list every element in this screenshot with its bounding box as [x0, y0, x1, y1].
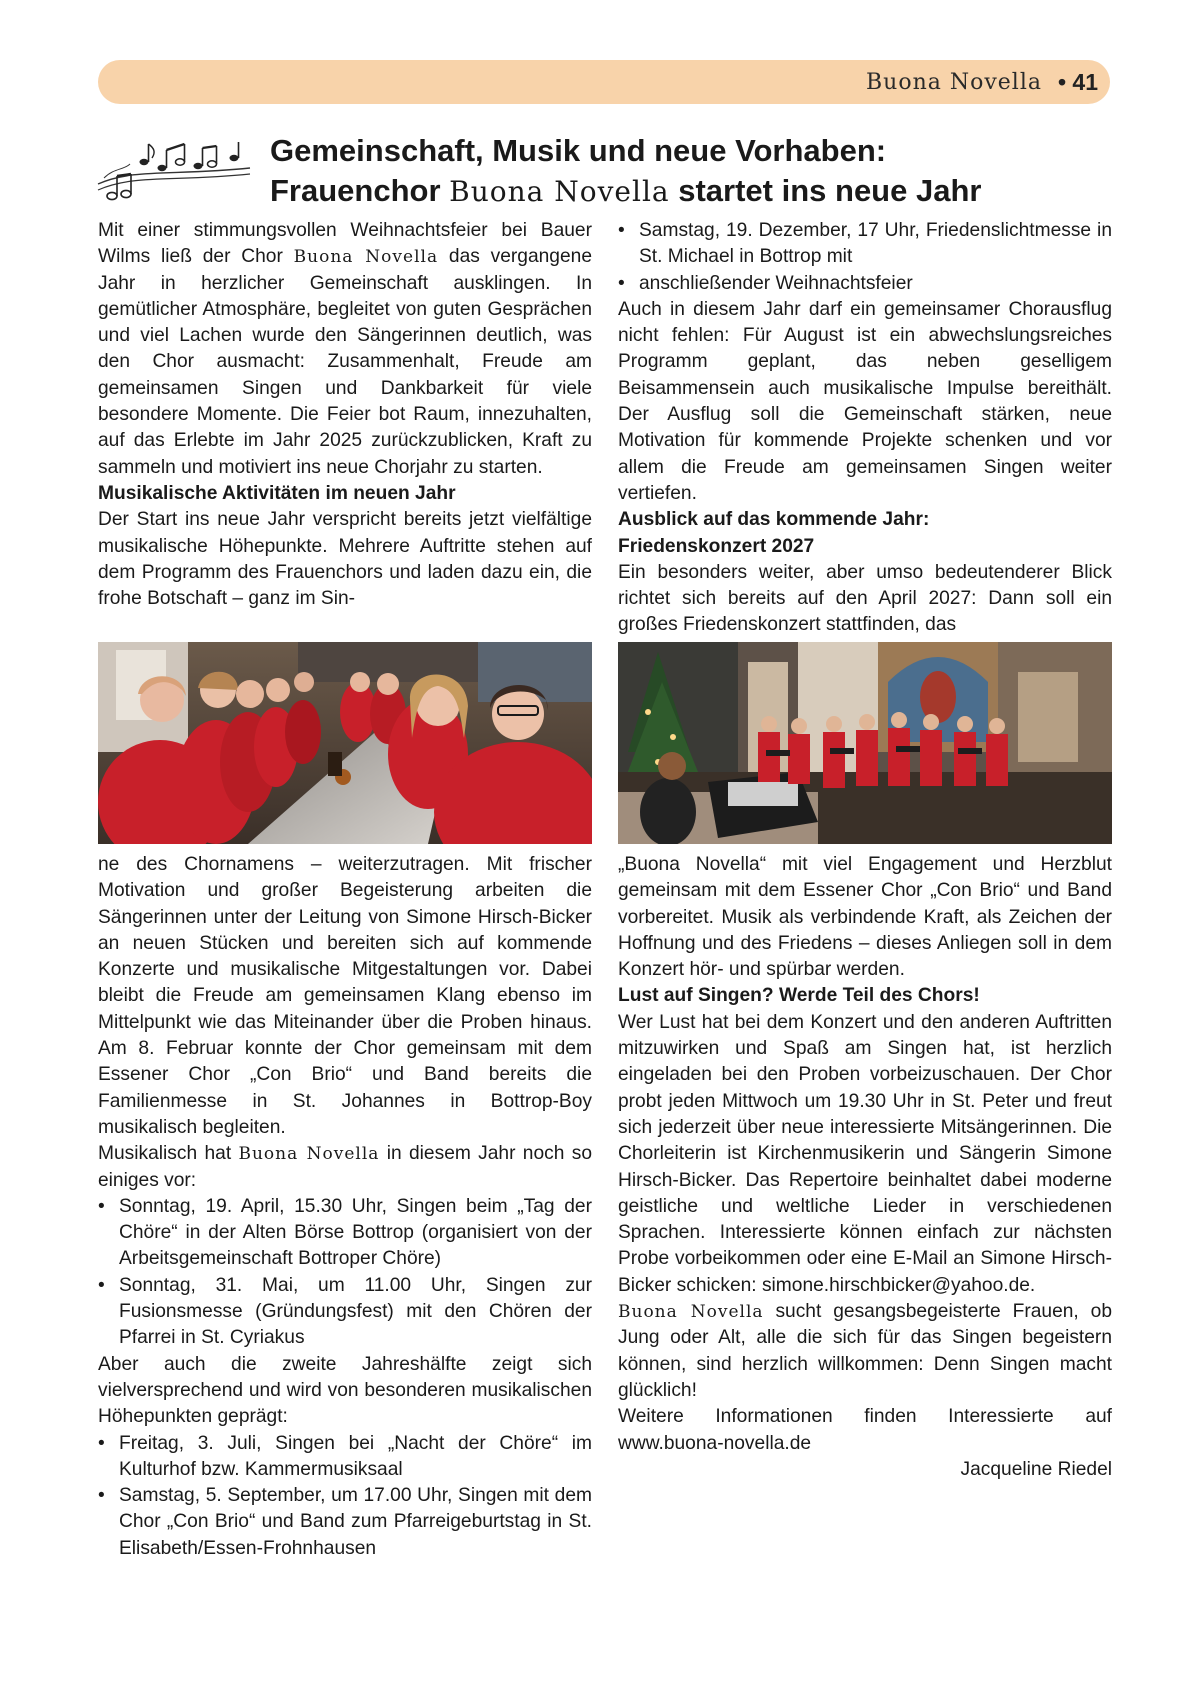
plans-text-a: Musikalisch hat: [98, 1143, 232, 1165]
section-heading-join: Lust auf Singen? Werde Teil des Chors!: [618, 985, 980, 1007]
page-number: [1058, 69, 1098, 96]
first-half-events-list: [98, 1194, 592, 1352]
intro-text-b: das vergangene Jahr in herzlicher Gemeinschaft ausklingen. In gemütlicher Atmosphäre, begleitet von guten Gesprächen und viel Lachen wurde den Sängerinnen deutlich, was den Chor ausmacht: Zusammenhalt, Freude am gemeinsamen Singen und Dankbarkeit für viele besondere Momente. Die Feier bot Raum, innezuhalten, auf das Erlebte im Jahr 2025 zurückzublicken, Kraft zu sammeln und motiviert ins neue Chorjahr zu starten.: [98, 246, 592, 478]
outlook-heading-line-1: Ausblick auf das kommende Jahr:: [618, 509, 930, 531]
intro-text-a: Mit einer stimmungsvollen Weihnachtsfeier bei Bauer Wilms ließ der Chor: [98, 220, 592, 268]
right-column-top: [618, 218, 1112, 639]
intro-paragraph: [98, 218, 592, 481]
title-line-2: [270, 171, 1110, 212]
title-suffix: startet ins neue Jahr: [678, 173, 982, 208]
plans-brand: Buona Novella: [238, 1144, 380, 1165]
info-paragraph: Weitere Informationen finden Interessierte auf www.buona-novella.de: [618, 1406, 1112, 1454]
activities-paragraph: Der Start ins neue Jahr verspricht bereits jetzt vielfältige musikalische Höhepunkte. Mehrere Auftritte stehen auf dem Programm des Frauenchors und laden dazu ein, die frohe Botschaft – ganz im Sin-: [98, 509, 592, 610]
list-item: • Samstag, 19. Dezember, 17 Uhr, Friedenslichtmesse in St. Michael in Bottrop mit: [618, 218, 1112, 271]
plans-paragraph: [98, 1141, 592, 1194]
author-signature: Jacqueline Riedel: [960, 1458, 1112, 1480]
title-line-1: Gemeinschaft, Musik und neue Vorhaben:: [270, 133, 887, 168]
music-notes-icon: [94, 138, 254, 208]
list-item: • Freitag, 3. Juli, Singen bei „Nacht der Chöre“ im Kulturhof bzw. Kammermusiksaal: [98, 1431, 592, 1484]
christmas-dinner-image: [98, 642, 592, 844]
intro-brand: Buona Novella: [293, 247, 439, 268]
list-item: • anschließender Weihnachtsfeier: [618, 271, 1112, 297]
right-column-bottom: [618, 852, 1112, 1483]
list-item: • Samstag, 5. September, um 17.00 Uhr, Singen mit dem Chor „Con Brio“ und Band zum Pfarreigeburtstag in St. Elisabeth/Essen-Frohnhausen: [98, 1483, 592, 1562]
trip-paragraph: Auch in diesem Jahr darf ein gemeinsamer Chorausflug nicht fehlen: Für August ist ein abwechslungsreiches Programm geplant, das neben geselligem Beisammensein auch musikalische Impulse bereithält. Der Ausflug soll die Gemeinschaft stärken, neue Motivation für kommende Projekte schenken und vor allem die Freude am gemeinsamen Singen weiter vertiefen.: [618, 298, 1112, 504]
section-heading-activities: Musikalische Aktivitäten im neuen Jahr: [98, 482, 456, 504]
december-events-list: [618, 218, 1112, 297]
list-item: • Sonntag, 19. April, 15.30 Uhr, Singen beim „Tag der Chöre“ in der Alten Börse Bottrop (organisiert von der Arbeitsgemeinschaft Bottroper Chöre): [98, 1194, 592, 1273]
second-half-paragraph: Aber auch die zweite Jahreshälfte zeigt sich vielversprechend und wird von besonderen musikalischen Höhepunkten geprägt:: [98, 1353, 592, 1428]
left-column-bottom: [98, 852, 592, 1562]
left-column-top: [98, 218, 592, 612]
photo-christmas-dinner: [98, 642, 592, 844]
page-header-bar: [98, 60, 1110, 104]
second-half-events-list: [98, 1431, 592, 1562]
page-number-value: 41: [1072, 69, 1098, 95]
plans-text-b: in diesem Jahr noch so einiges vor:: [98, 1143, 592, 1191]
header-brand: Buona Novella: [866, 70, 1042, 95]
page-number-separator: •: [1057, 69, 1067, 95]
church-concert-image: [618, 642, 1112, 844]
recruit-paragraph: [618, 1299, 1112, 1404]
title-brand: Buona Novella: [449, 175, 670, 208]
join-paragraph: Wer Lust hat bei dem Konzert und den anderen Auftritten mitzuwirken und Spaß am Singen hat, ist herzlich eingeladen bei den Proben vorbeizuschauen. Der Chor probt jeden Mittwoch um 19.30 Uhr in St. Peter und freut sich jederzeit über neue interessierte Mitsängerinnen. Die Chorleiterin ist Kirchenmusikerin und Sängerin Simone Hirsch-Bicker. Das Repertoire beinhaltet dabei moderne geistliche und weltliche Lieder in verschiedenen Sprachen. Interessierte können einfach zur nächsten Probe vorbeikommen oder eine E-Mail an Simone Hirsch-Bicker schicken: simone.hirschbicker@yahoo.de.: [618, 1011, 1112, 1296]
title-prefix: Frauenchor: [270, 173, 441, 208]
photo-church-concert: [618, 642, 1112, 844]
section-heading-outlook: [618, 507, 1112, 560]
recruit-brand: Buona Novella: [618, 1302, 764, 1323]
list-item: • Sonntag, 31. Mai, um 11.00 Uhr, Singen zur Fusionsmesse (Gründungsfest) mit den Chören der Pfarrei in St. Cyriakus: [98, 1273, 592, 1352]
article-title: [270, 131, 1110, 212]
rehearsal-paragraph: ne des Chornamens – weiterzutragen. Mit frischer Motivation und großer Begeisterung arbeiten die Sängerinnen unter der Leitung von Simone Hirsch-Bicker an neuen Stücken und bereiten sich auf kommende Konzerte und musikalische Mitgestaltungen vor. Dabei bleibt die Freude am gemeinsamen Klang ebenso im Mittelpunkt wie das Miteinander über die Proben hinaus. Am 8. Februar konnte der Chor gemeinsam mit dem Essener Chor „Con Brio“ und Band bereits die Familienmesse in St. Johannes in Bottrop-Boy musikalisch begleiten.: [98, 854, 592, 1138]
outlook-heading-line-2: Friedenskonzert 2027: [618, 535, 815, 557]
outlook-paragraph: Ein besonders weiter, aber umso bedeutenderer Blick richtet sich bereits auf den April 2027: Dann soll ein großes Friedenskonzert stattfinden, das: [618, 561, 1112, 636]
concert-paragraph: „Buona Novella“ mit viel Engagement und Herzblut gemeinsam mit dem Essener Chor „Con Brio“ und Band vorbereitet. Musik als verbindende Kraft, als Zeichen der Hoffnung und des Friedens – dieses Anliegen soll in dem Konzert hör- und spürbar werden.: [618, 854, 1112, 981]
recruit-text: sucht gesangsbegeisterte Frauen, ob Jung oder Alt, alle die sich für das Singen begeistern können, sind herzlich willkommen: Denn Singen macht glücklich!: [618, 1301, 1112, 1401]
